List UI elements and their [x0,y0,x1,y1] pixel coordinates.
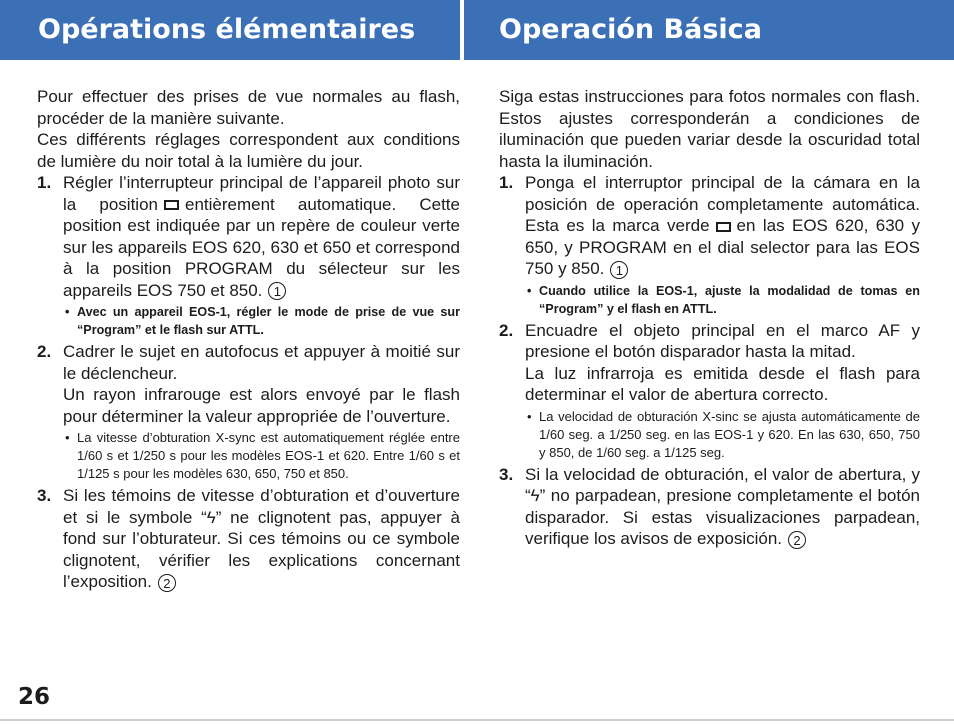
intro-paragraph: Pour effectuer des prises de vue normales au flash, procéder de la manière suivante. [37,87,460,128]
step-text: Ponga el interruptor principal de la cámara en la posición de operación completamente automática. Esta es la marca verde [525,173,920,235]
step-text: entièrement automatique. Cette position est indiquée par un repère de couleur verte sur les appareils EOS 620, 630 et 650 et correspond à la position PROGRAM du sélecteur sur les appareils EOS 750 et 850. [63,194,460,300]
step-text: Encuadre el objeto principal en el marco AF y presione el botón disparador hasta la mitad. [525,320,920,361]
step-note: • La velocidad de obturación X-sinc se ajusta automáticamente de 1/60 seg. a 1/250 seg. en las EOS-1 y 620. En las 630, 650, 750 y 850, de 1/60 seg. a 1/125 seg. [527,408,920,460]
step-text: Cadrer le sujet en autofocus et appuyer à moitié sur le déclencheur. [63,342,460,383]
full-auto-mode-icon [716,222,731,232]
bullet-icon: • [65,430,70,445]
bullet-icon: • [65,305,70,319]
step-2 [499,320,920,462]
step-number: 1. [499,173,514,192]
step-text: Si la velocidad de obturación, el valor de abertura, y “ϟ” no parpadean, presione completamente el botón disparador. Si estas visualizaciones parpadean, verifique los avisos de exposición. [525,464,920,548]
step-note: • Avec un appareil EOS-1, régler le mode de prise de vue sur “Program” et le flash sur ATTL. [65,305,460,337]
step-number: 3. [37,486,52,505]
step-text: Si les témoins de vitesse d’obturation et d’ouverture et si le symbole “ϟ” ne clignotent pas, appuyer à fond sur l’obturateur. Si ces témoins ou ce symbole clignotent, vérifier les explications concernant l’exposition. [63,486,460,591]
step-text: en las EOS 620, 630 y 650, y PROGRAM en el dial selector para las EOS 750 y 850. [525,216,921,278]
step-note: • La vitesse d’obturation X-sync est automatiquement réglée entre 1/60 s et 1/250 s pour les modèles EOS-1 et 620. Entre 1/60 s et 1/125 s pour les modèles 630, 650, 750 et 850. [65,430,460,481]
reference-marker: 1 [268,282,286,300]
reference-marker: 2 [788,531,806,549]
reference-marker: 2 [158,574,176,592]
step-1 [37,172,460,339]
left-title-banner [0,0,460,60]
bullet-icon: • [527,408,532,424]
step-number: 2. [499,320,514,340]
full-auto-mode-icon [164,200,179,210]
page-number: 26 [18,684,51,710]
step-text: La luz infrarroja es emitida desde el flash para determinar el valor de abertura correcto. [525,363,920,404]
bottom-rule [0,719,954,721]
right-title: Operación Básica [499,14,762,45]
step-2 [37,341,460,483]
step-number: 2. [37,342,52,361]
french-column [37,86,460,593]
left-title: Opérations élémentaires [38,14,416,45]
step-number: 1. [37,173,52,192]
step-1 [499,172,920,318]
spanish-column [499,86,920,550]
step-text: Un rayon infrarouge est alors envoyé par le flash pour déterminer la valeur appropriée de l’ouverture. [63,385,460,426]
step-note: • Cuando utilice la EOS-1, ajuste la modalidad de tomas en “Program” y el flash en ATTL. [527,283,920,316]
intro-paragraph: Siga estas instrucciones para fotos normales con flash. Estos ajustes corresponderán a condiciones de iluminación que pueden variar desde la oscuridad total hasta la iluminación. [499,87,920,171]
step-3 [499,464,920,550]
bullet-icon: • [527,283,532,298]
step-number: 3. [499,464,514,484]
step-3 [37,485,460,593]
step-text: Régler l’interrupteur principal de l’appareil photo sur la position [63,173,460,214]
reference-marker: 1 [610,261,628,279]
right-title-banner [464,0,954,60]
intro-paragraph: Ces différents réglages correspondent aux conditions de lumière du noir total à la lumière du jour. [37,130,460,171]
